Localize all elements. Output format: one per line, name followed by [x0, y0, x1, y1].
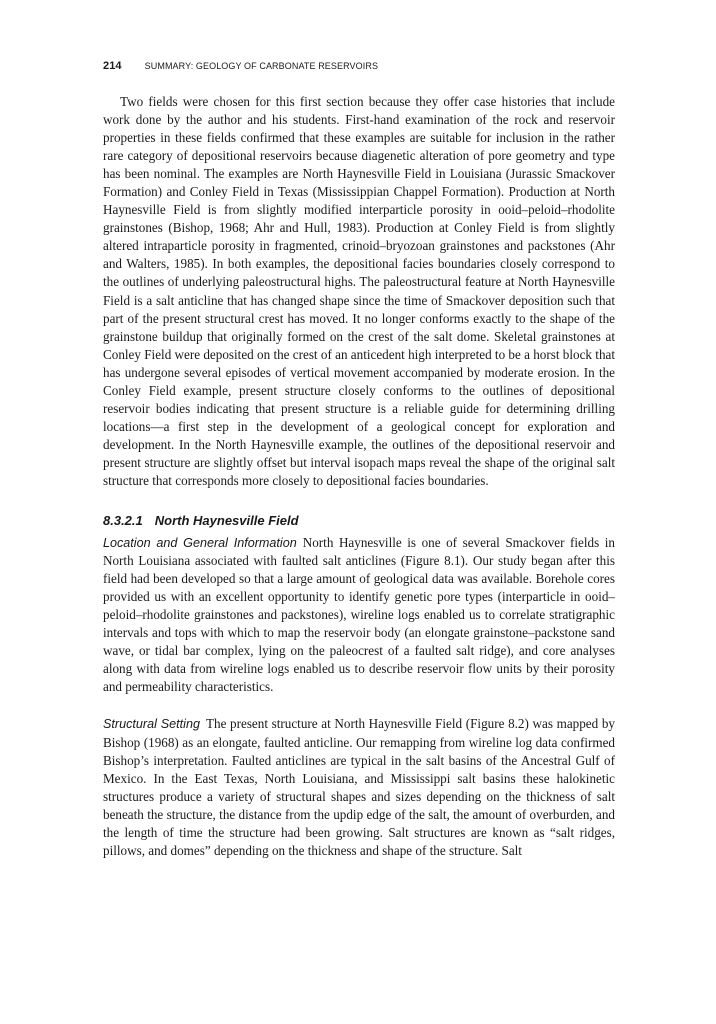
- running-head: [103, 60, 615, 72]
- section-title: North Haynesville Field: [154, 513, 299, 529]
- structural-paragraph: [103, 715, 615, 859]
- location-text: North Haynesville is one of several Smackover fields in North Louisiana associated with faulted salt anticlines (Figure 8.1). Our study began after this field had been developed so that a large amount of geological data was available. Borehole cores provided us with an excellent opportunity to identify genetic pore types (interparticle in ooid–peloid–rhodolite grainstones and packstones), wireline logs enabled us to correlate stratigraphic intervals and tops with which to map the reservoir body (an elongate grainstone–packstone sand wave, or tidal bar complex, lying on the paleocrest of a faulted salt ridge), and core analyses along with data from wireline logs enabled us to describe reservoir flow units by their porosity and permeability characteristics.: [103, 535, 615, 695]
- location-heading: Location and General Information: [103, 536, 297, 551]
- section-heading: [103, 513, 615, 528]
- structural-text: The present structure at North Haynesville Field (Figure 8.2) was mapped by Bishop (1968) as an elongate, faulted anticline. Our remapping from wireline log data confirmed Bishop’s interpretation. Faulted anticlines are typical in the salt basins of the Ancestral Gulf of Mexico. In the East Texas, North Louisiana, and Mississippi salt basins these halokinetic structures produce a variety of structural shapes and sizes depending on the thickness of salt beneath the structure, the distance from the updip edge of the salt, the amount of overburden, and the length of time the structure had been growing. Salt structures are known as “salt ridges, pillows, and domes” depending on the thickness and shape of the structure. Salt: [103, 716, 615, 858]
- page-number: 214: [103, 60, 122, 72]
- intro-paragraph: Two fields were chosen for this first section because they offer case histories that include work done by the author and his students. First-hand examination of the rock and reservoir properties in these fields confirmed that these examples are suitable for inclusion in the rather rare category of depositional reservoirs because diagenetic alteration of pore geometry and type has been nominal. The examples are North Haynesville Field in Louisiana (Jurassic Smackover Formation) and Conley Field in Texas (Mississippian Chappel Formation). Production at North Haynesville Field is from slightly modified interparticle porosity in ooid–peloid–rhodolite grainstones (Bishop, 1968; Ahr and Hull, 1983). Production at Conley Field is from slightly altered intraparticle porosity in fragmented, crinoid–bryozoan grainstones and packstones (Ahr and Walters, 1985). In both examples, the depositional facies boundaries closely correspond to the outlines of underlying paleostructural highs. The paleostructural feature at North Haynesville Field is a salt anticline that has changed shape since the time of Smackover deposition such that part of the present structural crest has moved. It no longer conforms exactly to the shape of the grainstone buildup that originally formed on the crest of the salt dome. Skeletal grainstones at Conley Field were deposited on the crest of an anticedent high interpreted to be a horst block that has undergone several episodes of vertical movement accompanied by moderate erosion. In the Conley Field example, present structure closely conforms to the outlines of depositional reservoir bodies indicating that present structure is a reliable guide for determining drilling locations—a first step in the development of a geological concept for exploration and development. In the North Haynesville example, the outlines of the depositional reservoir and present structure are slightly offset but interval isopach maps reveal the shape of the original salt structure that corresponds more closely to depositional facies boundaries.: [103, 94, 615, 488]
- page-content: [103, 60, 615, 860]
- section-number: 8.3.2.1: [103, 513, 143, 529]
- chapter-title: SUMMARY: GEOLOGY OF CARBONATE RESERVOIRS: [144, 61, 379, 71]
- structural-heading: Structural Setting: [103, 717, 200, 732]
- location-paragraph: [103, 534, 615, 696]
